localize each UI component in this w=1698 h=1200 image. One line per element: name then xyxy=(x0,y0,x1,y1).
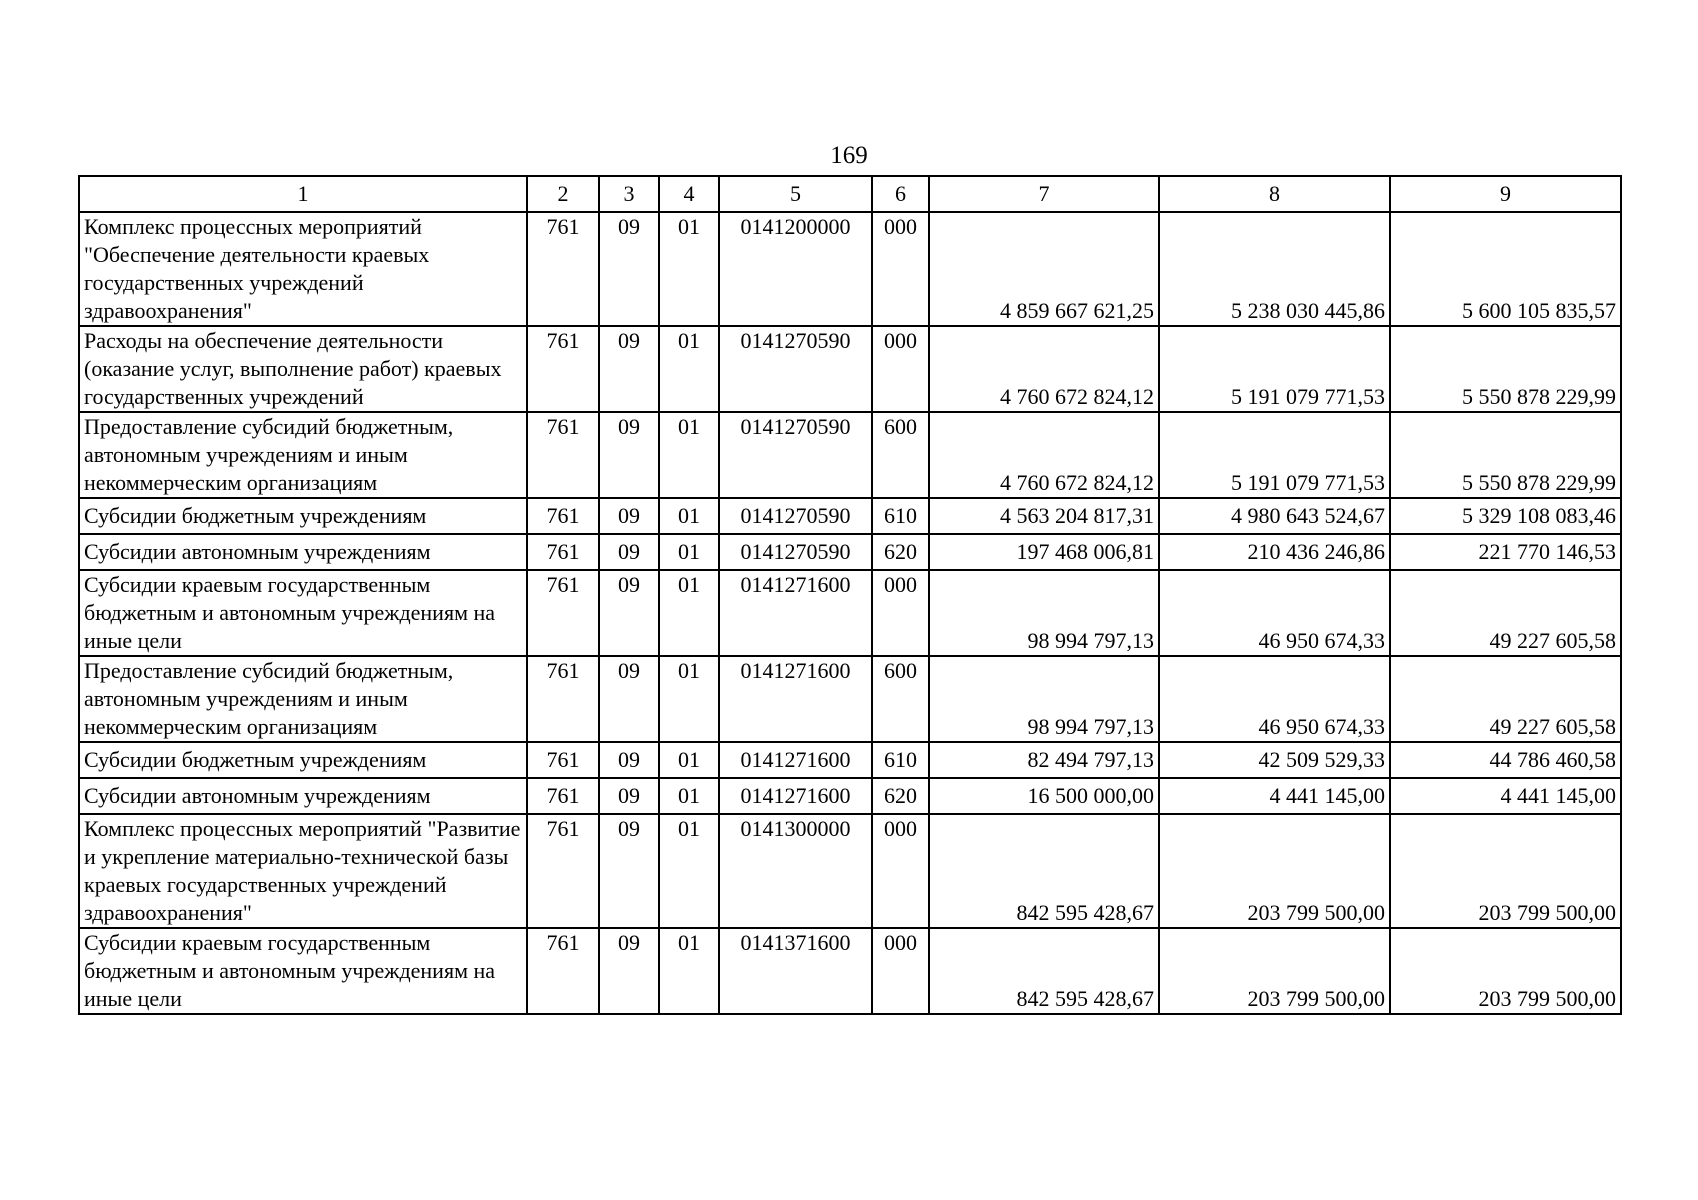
row-amount-cell: 46 950 674,33 xyxy=(1159,570,1390,656)
table-row xyxy=(79,570,1621,656)
row-code-cell: 0141271600 xyxy=(719,656,872,742)
row-amount-cell: 49 227 605,58 xyxy=(1390,656,1621,742)
row-code-cell: 000 xyxy=(872,570,929,656)
row-amount-cell: 5 191 079 771,53 xyxy=(1159,412,1390,498)
row-code-cell: 761 xyxy=(527,656,599,742)
row-code-cell: 09 xyxy=(599,570,659,656)
row-amount-cell: 5 550 878 229,99 xyxy=(1390,326,1621,412)
row-code-cell: 600 xyxy=(872,656,929,742)
row-code-cell: 761 xyxy=(527,534,599,570)
row-code-cell: 000 xyxy=(872,212,929,326)
row-code-cell: 01 xyxy=(659,212,719,326)
column-header: 5 xyxy=(719,176,872,212)
row-code-cell: 761 xyxy=(527,778,599,814)
row-code-cell: 01 xyxy=(659,778,719,814)
column-header: 1 xyxy=(79,176,527,212)
row-amount-cell: 4 760 672 824,12 xyxy=(929,326,1159,412)
row-amount-cell: 197 468 006,81 xyxy=(929,534,1159,570)
row-amount-cell: 203 799 500,00 xyxy=(1159,814,1390,928)
row-code-cell: 0141270590 xyxy=(719,326,872,412)
table-row xyxy=(79,326,1621,412)
row-code-cell: 0141271600 xyxy=(719,742,872,778)
row-code-cell: 620 xyxy=(872,778,929,814)
row-code-cell: 761 xyxy=(527,326,599,412)
row-amount-cell: 4 563 204 817,31 xyxy=(929,498,1159,534)
row-code-cell: 0141270590 xyxy=(719,498,872,534)
row-amount-cell: 5 191 079 771,53 xyxy=(1159,326,1390,412)
row-code-cell: 01 xyxy=(659,412,719,498)
row-amount-cell: 4 760 672 824,12 xyxy=(929,412,1159,498)
row-code-cell: 0141300000 xyxy=(719,814,872,928)
row-amount-cell: 4 441 145,00 xyxy=(1390,778,1621,814)
row-code-cell: 0141270590 xyxy=(719,412,872,498)
row-name-cell: Комплекс процессных мероприятий "Развитие и укрепление материально-технической базы краевых государственных учреждений здравоохранения" xyxy=(79,814,527,928)
row-amount-cell: 42 509 529,33 xyxy=(1159,742,1390,778)
row-amount-cell: 82 494 797,13 xyxy=(929,742,1159,778)
row-code-cell: 0141200000 xyxy=(719,212,872,326)
row-code-cell: 09 xyxy=(599,814,659,928)
row-code-cell: 0141271600 xyxy=(719,778,872,814)
row-amount-cell: 98 994 797,13 xyxy=(929,570,1159,656)
row-code-cell: 01 xyxy=(659,928,719,1014)
row-code-cell: 761 xyxy=(527,498,599,534)
row-code-cell: 01 xyxy=(659,742,719,778)
table-header-row xyxy=(79,176,1621,212)
row-amount-cell: 4 980 643 524,67 xyxy=(1159,498,1390,534)
table-row xyxy=(79,742,1621,778)
row-amount-cell: 203 799 500,00 xyxy=(1390,928,1621,1014)
row-name-cell: Комплекс процессных мероприятий "Обеспечение деятельности краевых государственных учреждений здравоохранения" xyxy=(79,212,527,326)
row-code-cell: 09 xyxy=(599,326,659,412)
row-name-cell: Предоставление субсидий бюджетным, автономным учреждениям и иным некоммерческим организациям xyxy=(79,412,527,498)
row-name-cell: Субсидии бюджетным учреждениям xyxy=(79,498,527,534)
table-row xyxy=(79,928,1621,1014)
row-code-cell: 0141271600 xyxy=(719,570,872,656)
row-amount-cell: 842 595 428,67 xyxy=(929,814,1159,928)
row-code-cell: 01 xyxy=(659,326,719,412)
table-row xyxy=(79,534,1621,570)
row-name-cell: Субсидии автономным учреждениям xyxy=(79,778,527,814)
row-name-cell: Субсидии краевым государственным бюджетным и автономным учреждениям на иные цели xyxy=(79,570,527,656)
row-amount-cell: 4 859 667 621,25 xyxy=(929,212,1159,326)
row-code-cell: 000 xyxy=(872,928,929,1014)
row-amount-cell: 46 950 674,33 xyxy=(1159,656,1390,742)
row-name-cell: Субсидии автономным учреждениям xyxy=(79,534,527,570)
row-code-cell: 600 xyxy=(872,412,929,498)
row-code-cell: 09 xyxy=(599,928,659,1014)
column-header: 2 xyxy=(527,176,599,212)
row-amount-cell: 4 441 145,00 xyxy=(1159,778,1390,814)
row-code-cell: 09 xyxy=(599,212,659,326)
row-amount-cell: 210 436 246,86 xyxy=(1159,534,1390,570)
row-amount-cell: 5 600 105 835,57 xyxy=(1390,212,1621,326)
budget-table xyxy=(78,175,1622,1015)
row-amount-cell: 203 799 500,00 xyxy=(1159,928,1390,1014)
row-code-cell: 01 xyxy=(659,570,719,656)
row-amount-cell: 221 770 146,53 xyxy=(1390,534,1621,570)
column-header: 9 xyxy=(1390,176,1621,212)
table-row xyxy=(79,212,1621,326)
page-number: 169 xyxy=(830,142,868,169)
row-code-cell: 09 xyxy=(599,656,659,742)
row-code-cell: 610 xyxy=(872,742,929,778)
row-code-cell: 761 xyxy=(527,814,599,928)
row-code-cell: 0141371600 xyxy=(719,928,872,1014)
table-row xyxy=(79,412,1621,498)
row-code-cell: 761 xyxy=(527,412,599,498)
row-code-cell: 610 xyxy=(872,498,929,534)
row-code-cell: 761 xyxy=(527,570,599,656)
column-header: 6 xyxy=(872,176,929,212)
row-code-cell: 09 xyxy=(599,498,659,534)
row-amount-cell: 49 227 605,58 xyxy=(1390,570,1621,656)
row-code-cell: 09 xyxy=(599,534,659,570)
row-code-cell: 761 xyxy=(527,928,599,1014)
row-code-cell: 01 xyxy=(659,534,719,570)
table-row xyxy=(79,778,1621,814)
table-row xyxy=(79,814,1621,928)
row-code-cell: 01 xyxy=(659,814,719,928)
row-code-cell: 761 xyxy=(527,742,599,778)
row-amount-cell: 98 994 797,13 xyxy=(929,656,1159,742)
row-name-cell: Расходы на обеспечение деятельности (оказание услуг, выполнение работ) краевых государственных учреждений xyxy=(79,326,527,412)
row-amount-cell: 203 799 500,00 xyxy=(1390,814,1621,928)
table-row xyxy=(79,498,1621,534)
row-code-cell: 01 xyxy=(659,498,719,534)
row-amount-cell: 5 550 878 229,99 xyxy=(1390,412,1621,498)
row-code-cell: 09 xyxy=(599,778,659,814)
row-code-cell: 620 xyxy=(872,534,929,570)
column-header: 3 xyxy=(599,176,659,212)
row-code-cell: 0141270590 xyxy=(719,534,872,570)
column-header: 4 xyxy=(659,176,719,212)
row-code-cell: 000 xyxy=(872,326,929,412)
row-code-cell: 09 xyxy=(599,742,659,778)
row-code-cell: 761 xyxy=(527,212,599,326)
row-name-cell: Предоставление субсидий бюджетным, автономным учреждениям и иным некоммерческим организациям xyxy=(79,656,527,742)
table-row xyxy=(79,656,1621,742)
row-amount-cell: 5 238 030 445,86 xyxy=(1159,212,1390,326)
row-amount-cell: 44 786 460,58 xyxy=(1390,742,1621,778)
column-header: 8 xyxy=(1159,176,1390,212)
row-amount-cell: 16 500 000,00 xyxy=(929,778,1159,814)
column-header: 7 xyxy=(929,176,1159,212)
row-name-cell: Субсидии краевым государственным бюджетным и автономным учреждениям на иные цели xyxy=(79,928,527,1014)
row-amount-cell: 5 329 108 083,46 xyxy=(1390,498,1621,534)
row-code-cell: 01 xyxy=(659,656,719,742)
row-code-cell: 000 xyxy=(872,814,929,928)
row-name-cell: Субсидии бюджетным учреждениям xyxy=(79,742,527,778)
row-code-cell: 09 xyxy=(599,412,659,498)
row-amount-cell: 842 595 428,67 xyxy=(929,928,1159,1014)
